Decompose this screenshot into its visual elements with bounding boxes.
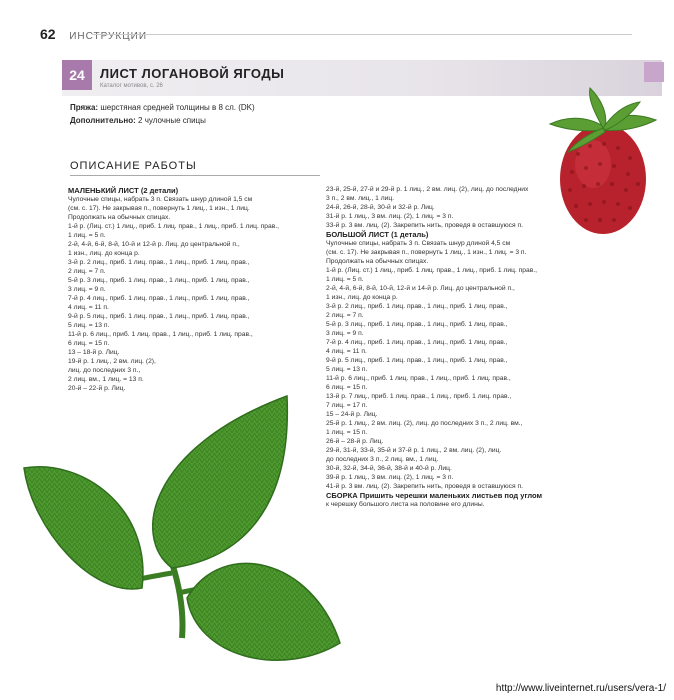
- extra-line: [70, 116, 206, 125]
- instruction-line: 5-й р. 3 лиц., приб. 1 лиц. прав., 1 лиц., приб. 1 лиц. прав.,: [68, 277, 250, 284]
- instruction-line: 5 лиц. = 13 п.: [326, 366, 368, 373]
- instruction-line: 1 изн., лиц. до конца р.: [326, 294, 398, 301]
- instruction-line: 23-й, 25-й, 27-й и 29-й р. 1 лиц., 2 вм. лиц. (2), лиц. до последних: [326, 186, 529, 193]
- pattern-title: ЛИСТ ЛОГАНОВОЙ ЯГОДЫ: [100, 66, 285, 81]
- instruction-line: Продолжать на обычных спицах.: [68, 214, 171, 221]
- extra-label: Дополнительно:: [70, 116, 136, 125]
- instruction-line: 15 – 24-й р. Лиц.: [326, 411, 378, 418]
- instruction-line: 1-й р. (Лиц. ст.) 1 лиц., приб. 1 лиц. прав., 1 лиц., приб. 1 лиц. прав.,: [326, 267, 538, 274]
- instruction-line: 29-й, 31-й, 33-й, 35-й и 37-й р. 1 лиц., 2 вм. лиц. (2), лиц.: [326, 447, 502, 454]
- yarn-value: шерстяная средней толщины в 8 сл. (DK): [100, 103, 255, 112]
- instruction-line: 26-й – 28-й р. Лиц.: [326, 438, 384, 445]
- source-url: http://www.liveinternet.ru/users/vera-1/: [495, 683, 666, 694]
- instruction-line: 11-й р. 6 лиц., приб. 1 лиц. прав., 1 лиц., приб. 1 лиц. прав.,: [68, 331, 253, 338]
- knitted-leaves-illustration: [22, 388, 342, 688]
- page-number: 62: [40, 26, 56, 42]
- small-leaf-right: [187, 563, 340, 660]
- instruction-line: 1 лиц. = 15 п.: [326, 429, 368, 436]
- instruction-line: 2 лиц. вм., 1 лиц. = 13 п.: [68, 376, 144, 383]
- section-title: ОПИСАНИЕ РАБОТЫ: [70, 160, 197, 172]
- instruction-line: к черешку большого листа на половине его длины.: [326, 501, 485, 508]
- instruction-line: 1 лиц. = 5 п.: [68, 232, 106, 239]
- instruction-line: 39-й р. 1 лиц., 3 вм. лиц. (2), 1 лиц. = 3 п.: [326, 474, 454, 481]
- instructions-column-right: [326, 185, 576, 509]
- instruction-line: 2 лиц. = 7 п.: [68, 268, 106, 275]
- instruction-line: 11-й р. 6 лиц., приб. 1 лиц. прав., 1 лиц., приб. 1 лиц. прав.,: [326, 375, 511, 382]
- large-leaf: [153, 396, 288, 568]
- instruction-line: 24-й, 26-й, 28-й, 30-й и 32-й р. Лиц.: [326, 204, 435, 211]
- instruction-line: 5-й р. 3 лиц., приб. 1 лиц. прав., 1 лиц., приб. 1 лиц. прав.,: [326, 321, 508, 328]
- pattern-number-badge: 24: [62, 60, 92, 90]
- leaf-stem: [172, 563, 183, 638]
- page-tab: [644, 62, 664, 82]
- instruction-line: 25-й р. 1 лиц., 2 вм. лиц. (2), лиц. до последних 3 п., 2 лиц. вм.,: [326, 420, 523, 427]
- small-leaf-left: [24, 467, 143, 589]
- strawberry-illustration: [548, 84, 658, 244]
- instruction-line: 2 лиц. = 7 п.: [326, 312, 364, 319]
- instruction-line: 3 лиц. = 9 п.: [326, 330, 364, 337]
- instruction-line: 5 лиц. = 13 п.: [68, 322, 110, 329]
- instruction-line: 1 изн., лиц. до конца р.: [68, 250, 140, 257]
- instruction-line: 6 лиц. = 15 п.: [68, 340, 110, 347]
- instruction-line: (см. с. 17). Не закрывая п., повернуть 1 лиц., 1 изн., 1 лиц. = 3 п.: [326, 249, 527, 256]
- extra-value: 2 чулочные спицы: [138, 116, 206, 125]
- instruction-line: 1-й р. (Лиц. ст.) 1 лиц., приб. 1 лиц. прав., 1 лиц., приб. 1 лиц. прав.,: [68, 223, 280, 230]
- instruction-line: МАЛЕНЬКИЙ ЛИСТ (2 детали): [68, 186, 179, 195]
- yarn-label: Пряжа:: [70, 103, 99, 112]
- instruction-line: 9-й р. 5 лиц., приб. 1 лиц. прав., 1 лиц., приб. 1 лиц. прав.,: [326, 357, 508, 364]
- instruction-line: 3 п., 2 вм. лиц., 1 лиц.: [326, 195, 395, 202]
- instruction-line: 2-й, 4-й, 6-й, 8-й, 10-й и 12-й р. Лиц. до центральной п.,: [68, 241, 240, 248]
- instruction-line: 33-й р. 3 вм. лиц. (2). Закрепить нить, проведя в оставшуюся п.: [326, 222, 523, 229]
- instruction-line: 31-й р. 1 лиц., 3 вм. лиц. (2), 1 лиц. = 3 п.: [326, 213, 454, 220]
- instruction-line: 30-й, 32-й, 34-й, 36-й, 38-й и 40-й р. Лиц.: [326, 465, 452, 472]
- instruction-line: 4 лиц. = 11 п.: [326, 348, 367, 355]
- instruction-line: 9-й р. 5 лиц., приб. 1 лиц. прав., 1 лиц., приб. 1 лиц. прав.,: [68, 313, 250, 320]
- instruction-line: 1 лиц. = 5 п.: [326, 276, 364, 283]
- instruction-line: Продолжать на обычных спицах.: [326, 258, 429, 265]
- instruction-line: 19-й р. 1 лиц., 2 вм. лиц. (2),: [68, 358, 156, 365]
- instruction-line: 13 – 18-й р. Лиц.: [68, 349, 120, 356]
- instruction-line: СБОРКА Пришить черешки маленьких листьев под углом: [326, 491, 543, 500]
- section-rule: [70, 175, 320, 176]
- section-label: ИНСТРУКЦИИ: [69, 31, 148, 42]
- instruction-line: БОЛЬШОЙ ЛИСТ (1 деталь): [326, 230, 429, 239]
- instruction-line: 4 лиц. = 11 п.: [68, 304, 109, 311]
- instruction-line: 6 лиц. = 15 п.: [326, 384, 368, 391]
- instruction-line: 7-й р. 4 лиц., приб. 1 лиц. прав., 1 лиц., приб. 1 лиц. прав.,: [326, 339, 508, 346]
- instruction-line: 2-й, 4-й, 6-й, 8-й, 10-й, 12-й и 14-й р. Лиц. до центральной п.,: [326, 285, 515, 292]
- instruction-line: 7 лиц. = 17 п.: [326, 402, 368, 409]
- instruction-line: до последних 3 п., 2 лиц. вм., 1 лиц.: [326, 456, 439, 463]
- instruction-line: 41-й р. 3 вм. лиц. (2). Закрепить нить, проведя в оставшуюся п.: [326, 483, 523, 490]
- pattern-subtitle: Каталог мотивов, с. 26: [100, 83, 163, 89]
- yarn-line: [70, 103, 255, 112]
- instruction-line: лиц. до последних 3 п.,: [68, 367, 141, 374]
- instructions-column-left: [68, 186, 318, 393]
- instruction-line: 20-й – 22-й р. Лиц.: [68, 385, 126, 392]
- instruction-line: 3-й р. 2 лиц., приб. 1 лиц. прав., 1 лиц., приб. 1 лиц. прав.,: [326, 303, 508, 310]
- instruction-line: Чулочные спицы, набрать 3 п. Связать шнур длиной 1,5 см: [68, 196, 253, 203]
- instruction-line: 3 лиц. = 9 п.: [68, 286, 106, 293]
- instruction-line: Чулочные спицы, набрать 3 п. Связать шнур длиной 4,5 см: [326, 240, 511, 247]
- instruction-line: 13-й р. 7 лиц., приб. 1 лиц. прав., 1 лиц., приб. 1 лиц. прав.,: [326, 393, 512, 400]
- instruction-line: 7-й р. 4 лиц., приб. 1 лиц. прав., 1 лиц., приб. 1 лиц. прав.,: [68, 295, 250, 302]
- instruction-line: (см. с. 17). Не закрывая п., повернуть 1 лиц., 1 изн., 1 лиц.: [68, 205, 250, 212]
- instruction-line: 3-й р. 2 лиц., приб. 1 лиц. прав., 1 лиц., приб. 1 лиц. прав.,: [68, 259, 250, 266]
- header-rule: [92, 34, 632, 35]
